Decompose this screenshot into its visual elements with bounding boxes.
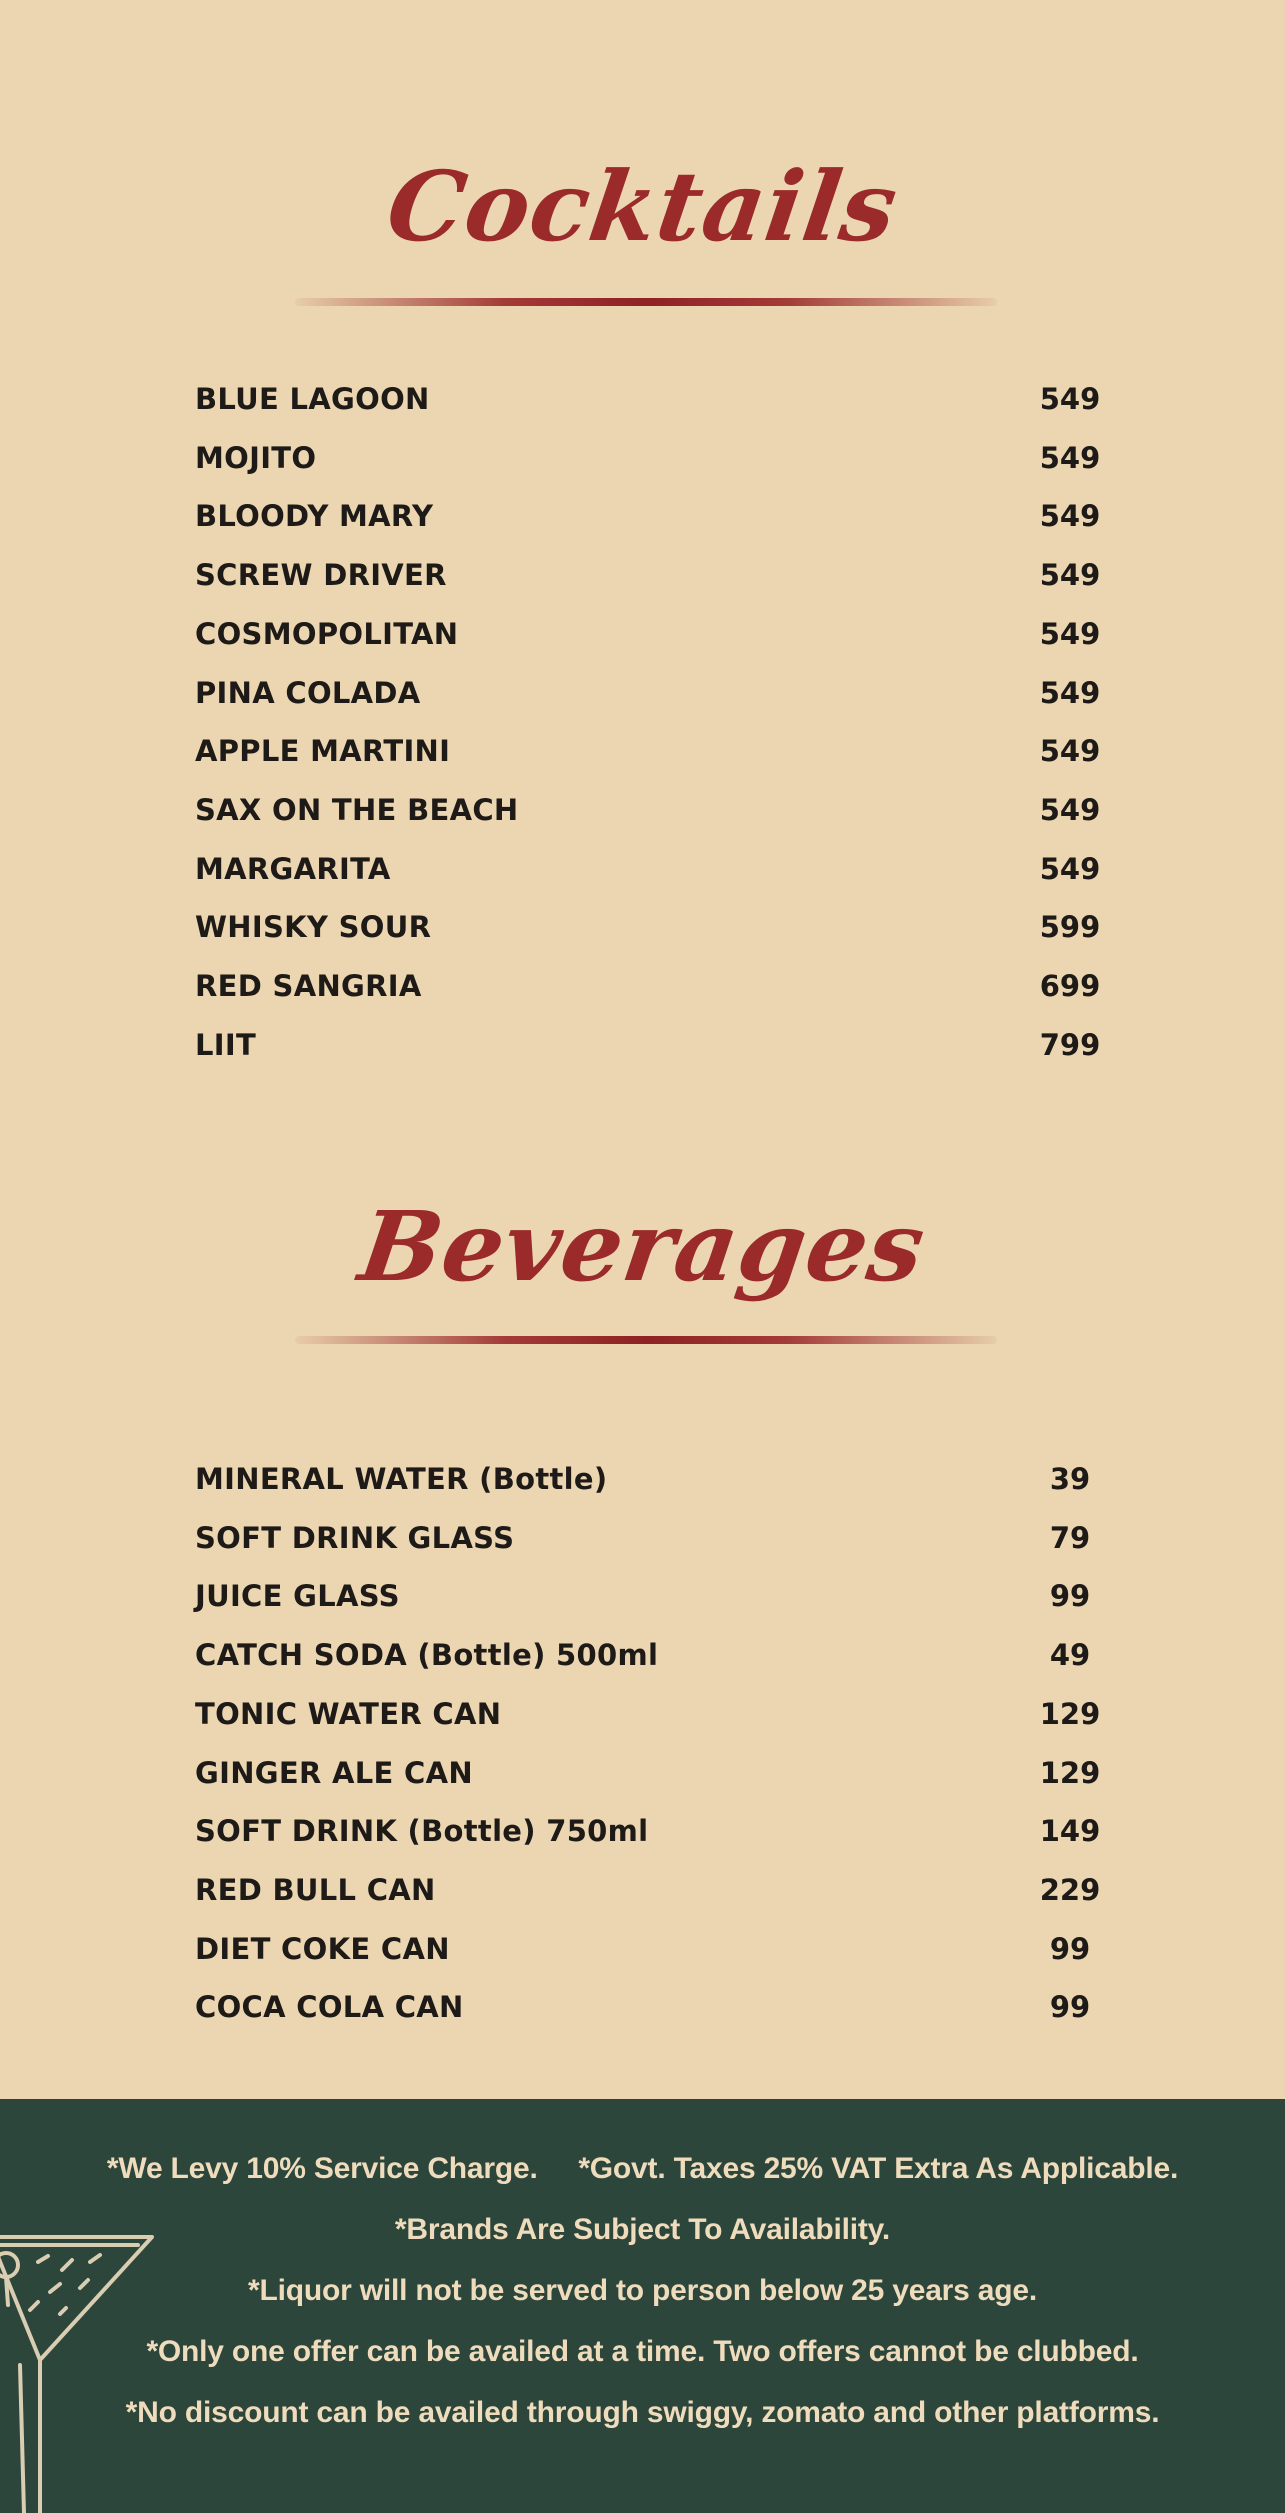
cocktails-divider: [295, 298, 997, 306]
menu-item-name: COSMOPOLITAN: [195, 616, 459, 651]
menu-item-price: 99: [1049, 1579, 1091, 1614]
footer-note-4: *Only one offer can be availed at a time. Two offers cannot be clubbed.: [146, 2335, 1139, 2368]
menu-item-price: 39: [1049, 1462, 1091, 1496]
menu-item: [0, 441, 1285, 481]
menu-item-name: RED SANGRIA: [195, 969, 422, 1003]
menu-item: [0, 1697, 1285, 1737]
menu-item-price: 799: [1039, 1027, 1101, 1062]
menu-item-price: 699: [1039, 969, 1101, 1003]
menu-item-price: 549: [1039, 616, 1101, 651]
menu-item-name: SCREW DRIVER: [195, 558, 447, 593]
menu-item-price: 79: [1049, 1520, 1091, 1555]
footer-note-1: *We Levy 10% Service Charge. *Govt. Taxes 25% VAT Extra As Applicable.: [106, 2152, 1179, 2185]
menu-item-price: 99: [1049, 1990, 1091, 2025]
menu-item-price: 549: [1039, 558, 1101, 593]
menu-item-name: DIET COKE CAN: [195, 1931, 450, 1966]
menu-item: [0, 1814, 1285, 1854]
menu-item-name: COCA COLA CAN: [195, 1990, 464, 2025]
menu-item-name: SOFT DRINK (Bottle) 750ml: [195, 1814, 649, 1849]
menu-item-price: 549: [1039, 499, 1101, 534]
menu-item-name: MOJITO: [195, 440, 317, 475]
menu-item: [0, 793, 1285, 833]
menu-item-name: CATCH SODA (Bottle) 500ml: [195, 1638, 659, 1673]
menu-item-price: 549: [1039, 792, 1101, 827]
beverages-divider: [295, 1336, 997, 1344]
menu-item: [0, 1579, 1285, 1619]
menu-item: [0, 1521, 1285, 1561]
beverages-title: Beverages: [352, 1190, 932, 1303]
menu-item-price: 49: [1049, 1638, 1091, 1673]
menu-item-name: MARGARITA: [195, 851, 391, 886]
footer-note-2: *Brands Are Subject To Availability.: [394, 2213, 891, 2246]
footer-note-5: *No discount can be availed through swiggy, zomato and other platforms.: [125, 2396, 1160, 2429]
menu-item-price: 229: [1039, 1872, 1101, 1907]
menu-item-price: 129: [1039, 1696, 1101, 1731]
menu-item-price: 549: [1039, 734, 1101, 769]
menu-item: [0, 1638, 1285, 1678]
menu-item-name: GINGER ALE CAN: [195, 1755, 473, 1790]
menu-item: [0, 382, 1285, 422]
menu-item: [0, 969, 1285, 1009]
menu-item-name: RED BULL CAN: [195, 1872, 436, 1907]
menu-item-price: 549: [1039, 851, 1101, 886]
menu-item: [0, 676, 1285, 716]
menu-item: [0, 499, 1285, 539]
menu-item: [0, 1990, 1285, 2030]
menu-item-price: 549: [1039, 382, 1101, 416]
menu-item: [0, 1932, 1285, 1972]
menu-item: [0, 734, 1285, 774]
menu-item-price: 599: [1039, 910, 1101, 945]
menu-item-name: JUICE GLASS: [195, 1579, 400, 1614]
menu-item: [0, 558, 1285, 598]
menu-item-name: LIIT: [195, 1027, 257, 1062]
footer-note-3: *Liquor will not be served to person below 25 years age.: [247, 2274, 1037, 2307]
menu-item-name: TONIC WATER CAN: [195, 1696, 502, 1731]
menu-item-price: 149: [1039, 1814, 1101, 1849]
menu-item-name: SOFT DRINK GLASS: [195, 1520, 515, 1555]
menu-item: [0, 1028, 1285, 1068]
menu-item-name: MINERAL WATER (Bottle): [195, 1462, 608, 1496]
menu-item: [0, 1756, 1285, 1796]
menu-item: [0, 1462, 1285, 1502]
menu-item-name: BLOODY MARY: [195, 499, 434, 534]
menu-item-price: 549: [1039, 675, 1101, 710]
menu-item-price: 99: [1049, 1931, 1091, 1966]
menu-item: [0, 1873, 1285, 1913]
menu-item: [0, 910, 1285, 950]
menu-item-name: PINA COLADA: [195, 675, 421, 710]
menu-item: [0, 617, 1285, 657]
menu-item-name: WHISKY SOUR: [195, 910, 432, 945]
cocktails-title: Cocktails: [380, 150, 905, 263]
menu-item-name: APPLE MARTINI: [195, 734, 451, 769]
menu-item-name: BLUE LAGOON: [195, 382, 430, 416]
menu-item-price: 129: [1039, 1755, 1101, 1790]
menu-item-price: 549: [1039, 440, 1101, 475]
menu-item: [0, 852, 1285, 892]
menu-item-name: SAX ON THE BEACH: [195, 792, 519, 827]
